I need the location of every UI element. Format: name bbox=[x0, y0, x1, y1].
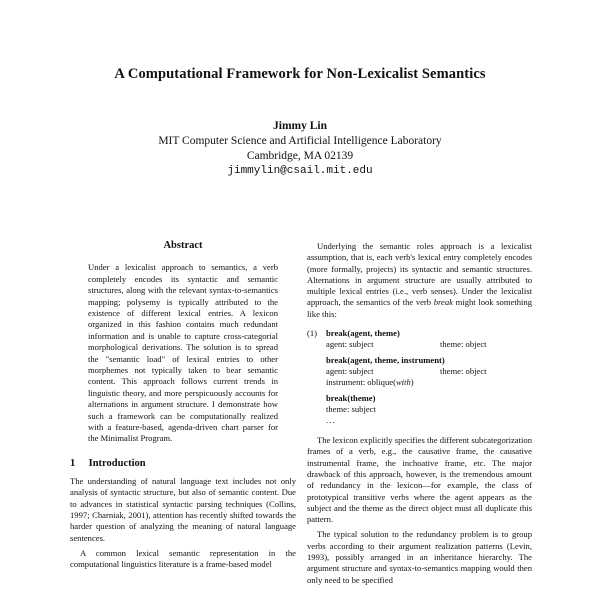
example-number: (1) bbox=[307, 328, 318, 339]
example-entry-1-roles bbox=[326, 339, 532, 350]
section-heading-introduction bbox=[70, 458, 296, 469]
example-entry-1-head: break(agent, theme) bbox=[326, 328, 400, 339]
right-paragraph-1 bbox=[307, 241, 532, 320]
right-paragraph-3: The typical solution to the redundancy problem is to group verbs according to their argument realization patterns (Levin, 1993), possibly arranged in an inheritance hierarchy. The argument structure and syntax-to-semantics mapping would then only need to be specified bbox=[307, 529, 532, 585]
example-entry-2-instrument-close: ) bbox=[410, 377, 414, 388]
author-affiliation-block bbox=[0, 134, 600, 179]
left-column bbox=[70, 240, 296, 574]
example-entry-3-theme: theme: subject bbox=[326, 404, 376, 415]
example-entry-2-instrument-label: instrument: oblique( bbox=[326, 377, 396, 388]
section-number: 1 bbox=[70, 457, 76, 469]
paper-title: A Computational Framework for Non-Lexicalist Semantics bbox=[114, 66, 486, 82]
example-entry-1-agent: agent: subject bbox=[326, 339, 374, 350]
example-entry-2-theme: theme: object bbox=[440, 366, 487, 377]
right-p1-text: Underlying the semantic roles approach is a lexicalist assumption, that is, each verb's lexical entry completely encodes (more formally, projects) its syntactic and semantic structures. Alternations in argument structure are usually attributed to multiple lexical entries (i.e., verb senses). Under the lexicalist approach, the semantics of the verb bbox=[307, 241, 532, 308]
location: Cambridge, MA 02139 bbox=[246, 150, 354, 162]
abstract-heading: Abstract bbox=[163, 240, 203, 251]
example-entry-2-instrument bbox=[326, 377, 532, 388]
example-entry-1-theme: theme: object bbox=[440, 339, 487, 350]
example-entry-2-roles bbox=[326, 366, 532, 377]
right-column bbox=[307, 241, 532, 590]
intro-paragraph-2: A common lexical semantic representation in the computational linguistics literature is a frame-based model bbox=[70, 547, 296, 570]
affiliation: MIT Computer Science and Artificial Intelligence Laboratory bbox=[158, 135, 442, 147]
right-paragraph-2: The lexicon explicitly specifies the different subcategorization frames of a verb, e.g., the causative frame, the causative instrumental frame, the inchoative frame, etc. The major drawback of this approach, however, is the tremendous amount of redundancy in the lexicon—for example, the class of prototypical transitive verbs where the agent appears as the subject and the theme as the direct object must all duplicate this pattern. bbox=[307, 435, 532, 525]
example-ellipsis: ... bbox=[326, 415, 336, 426]
author-name: Jimmy Lin bbox=[273, 120, 327, 132]
intro-paragraph-1: The understanding of natural language text includes not only analysis of syntactic structure, but also of semantic content. Due to advances in statistical syntactic parsing techniques (Collins, 1997; Charniak, 2001), attention has recently shifted towards the harder question of analyzing the meaning of natural language sentences. bbox=[70, 476, 296, 543]
abstract-text: Under a lexicalist approach to semantics, a verb completely encodes its syntactic and semantic structures, along with the relevant syntax-to-semantics mapping; polysemy is typically attributed to the existence of different lexical entries. A lexicon organized in this fashion contains much redundant information and is unable to capture cross-categorial morphological derivations. The solution is to spread the "semantic load" of lexical entries to other morphemes not typically taken to bear semantic content. This approach follows current trends in linguistic theory, and more perspicuously accounts for alternations in argument structure. I demonstrate how such a framework can be computationally realized with a feature-based, agenda-driven chart parser for the Minimalist Program. bbox=[88, 262, 278, 444]
right-p1-italic: break bbox=[433, 297, 453, 308]
example-entry-2-agent: agent: subject bbox=[326, 366, 374, 377]
example-body bbox=[326, 328, 532, 426]
right-p1-end: might look something like this: bbox=[307, 297, 533, 319]
email: jimmylin@csail.mit.edu bbox=[227, 165, 373, 177]
example-entry-2-instrument-with: with bbox=[395, 377, 411, 388]
example-entry-2-head: break(agent, theme, instrument) bbox=[326, 355, 445, 366]
example-1 bbox=[307, 328, 532, 426]
section-title: Introduction bbox=[88, 457, 146, 469]
example-entry-3-head: break(theme) bbox=[326, 393, 376, 404]
